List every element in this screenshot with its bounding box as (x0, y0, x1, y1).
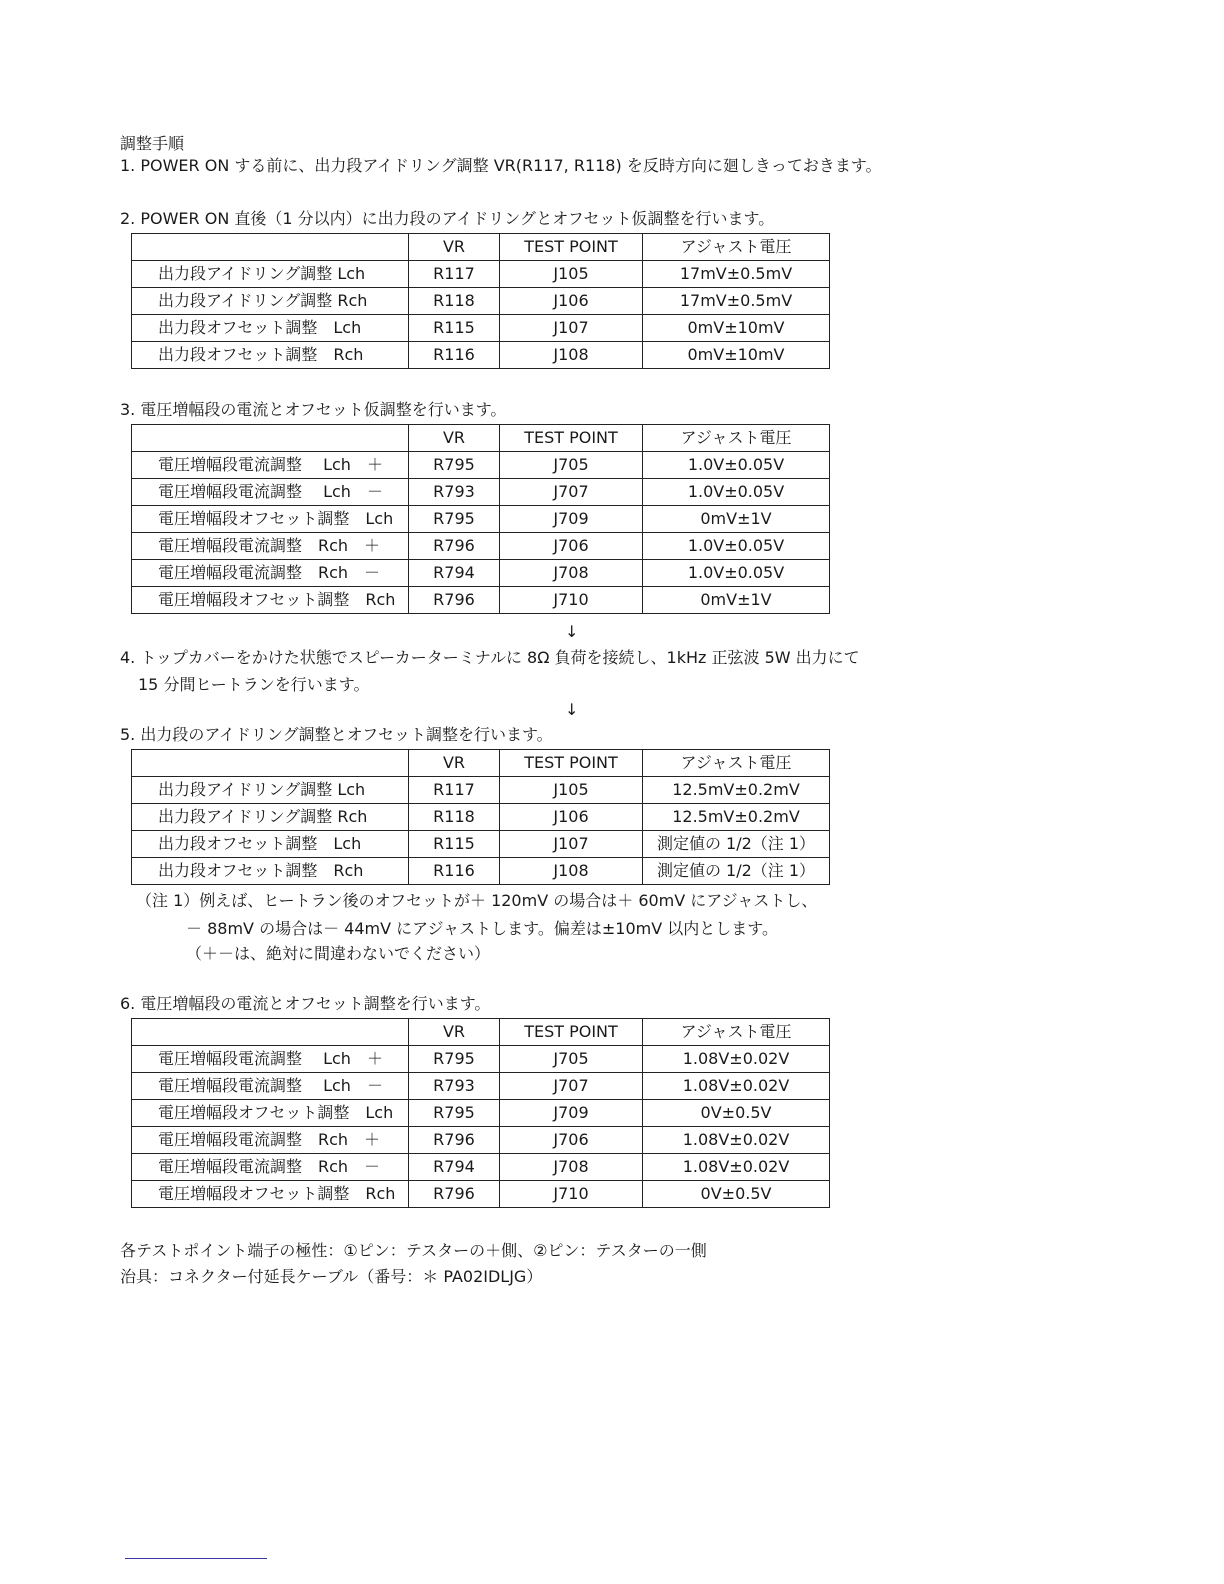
vr-cell: R118 (409, 804, 500, 831)
table-step-5 (131, 749, 830, 885)
vr-cell: R793 (409, 1073, 500, 1100)
table-row (132, 831, 830, 858)
test-point-cell: J105 (500, 777, 643, 804)
adjustment-name-cell: 出力段アイドリング調整 Lch (132, 777, 409, 804)
test-point-cell: J108 (500, 342, 643, 369)
adjustment-name-cell: 出力段アイドリング調整 Rch (132, 804, 409, 831)
test-point-cell: J705 (500, 1046, 643, 1073)
adjust-voltage-cell: 1.08V±0.02V (643, 1127, 830, 1154)
header-cell: TEST POINT (500, 234, 643, 261)
vr-cell: R793 (409, 479, 500, 506)
test-point-cell: J107 (500, 315, 643, 342)
flow-arrow-1: ↓ (565, 622, 579, 641)
adjust-voltage-cell: 測定値の 1/2（注 1） (643, 831, 830, 858)
vr-cell: R115 (409, 831, 500, 858)
adjust-voltage-cell: 17mV±0.5mV (643, 261, 830, 288)
header-cell: VR (409, 750, 500, 777)
vr-cell: R794 (409, 560, 500, 587)
adjust-voltage-cell: 12.5mV±0.2mV (643, 777, 830, 804)
vr-cell: R116 (409, 858, 500, 885)
table-row (132, 1046, 830, 1073)
adjustment-name-cell: 電圧増幅段オフセット調整 Lch (132, 506, 409, 533)
test-point-cell: J105 (500, 261, 643, 288)
adjustment-name-cell: 出力段オフセット調整 Rch (132, 858, 409, 885)
adjustment-name-cell: 電圧増幅段オフセット調整 Rch (132, 587, 409, 614)
table-row (132, 1154, 830, 1181)
adjust-voltage-cell: 0mV±1V (643, 587, 830, 614)
test-point-cell: J710 (500, 587, 643, 614)
test-point-cell: J706 (500, 533, 643, 560)
page-heading: 調整手順 (120, 134, 185, 153)
vr-cell: R117 (409, 777, 500, 804)
vr-cell: R795 (409, 506, 500, 533)
adjust-voltage-cell: 0mV±10mV (643, 342, 830, 369)
table-row (132, 479, 830, 506)
test-point-cell: J709 (500, 506, 643, 533)
vr-cell: R796 (409, 533, 500, 560)
table-row (132, 560, 830, 587)
step-6-text: 6. 電圧増幅段の電流とオフセット調整を行います。 (120, 994, 491, 1013)
table-step-6 (131, 1018, 830, 1208)
vr-cell: R794 (409, 1154, 500, 1181)
table-row (132, 342, 830, 369)
note-1-line-3: （＋－は、絶対に間違わないでください） (186, 944, 491, 963)
adjustment-name-cell: 電圧増幅段電流調整 Rch ＋ (132, 1127, 409, 1154)
adjustment-name-cell: 出力段アイドリング調整 Rch (132, 288, 409, 315)
vr-cell: R115 (409, 315, 500, 342)
jig-note: 治具：コネクター付延長ケーブル（番号：＊ PA02IDLJG） (120, 1267, 543, 1286)
header-cell: アジャスト電圧 (643, 750, 830, 777)
test-point-cell: J108 (500, 858, 643, 885)
header-cell: TEST POINT (500, 1019, 643, 1046)
adjustment-name-cell: 電圧増幅段電流調整 Rch － (132, 560, 409, 587)
adjustment-name-cell: 電圧増幅段電流調整 Lch ＋ (132, 452, 409, 479)
table-row (132, 288, 830, 315)
test-point-cell: J707 (500, 479, 643, 506)
adjust-voltage-cell: 1.0V±0.05V (643, 452, 830, 479)
table-row (132, 1100, 830, 1127)
table-row (132, 1073, 830, 1100)
adjust-voltage-cell: 12.5mV±0.2mV (643, 804, 830, 831)
vr-cell: R796 (409, 1127, 500, 1154)
vr-cell: R117 (409, 261, 500, 288)
polarity-note: 各テストポイント端子の極性：①ピン：テスターの＋側、②ピン：テスターの一側 (120, 1241, 707, 1260)
adjustment-name-cell: 電圧増幅段電流調整 Lch － (132, 1073, 409, 1100)
table-row (132, 506, 830, 533)
table-header-row (132, 425, 830, 452)
adjust-voltage-cell: 0V±0.5V (643, 1181, 830, 1208)
step-1-text: 1. POWER ON する前に、出力段アイドリング調整 VR(R117, R118) を反時方向に廻しきっておきます。 (120, 156, 882, 175)
table-row (132, 261, 830, 288)
vr-cell: R795 (409, 1100, 500, 1127)
table-header-row (132, 234, 830, 261)
step-5-text: 5. 出力段のアイドリング調整とオフセット調整を行います。 (120, 725, 553, 744)
adjust-voltage-cell: 測定値の 1/2（注 1） (643, 858, 830, 885)
adjustment-name-cell: 出力段オフセット調整 Lch (132, 315, 409, 342)
test-point-cell: J708 (500, 560, 643, 587)
adjust-voltage-cell: 1.08V±0.02V (643, 1046, 830, 1073)
table-row (132, 804, 830, 831)
vr-cell: R795 (409, 452, 500, 479)
adjustment-name-cell: 出力段アイドリング調整 Lch (132, 261, 409, 288)
adjust-voltage-cell: 0mV±10mV (643, 315, 830, 342)
adjustment-name-cell: 出力段オフセット調整 Lch (132, 831, 409, 858)
test-point-cell: J710 (500, 1181, 643, 1208)
header-cell: VR (409, 234, 500, 261)
header-cell: VR (409, 425, 500, 452)
adjust-voltage-cell: 0mV±1V (643, 506, 830, 533)
vr-cell: R118 (409, 288, 500, 315)
adjustment-name-cell: 電圧増幅段オフセット調整 Rch (132, 1181, 409, 1208)
note-1-line-1: （注 1）例えば、ヒートラン後のオフセットが＋ 120mV の場合は＋ 60mV にアジャストし、 (136, 891, 818, 910)
adjust-voltage-cell: 17mV±0.5mV (643, 288, 830, 315)
header-cell: アジャスト電圧 (643, 1019, 830, 1046)
step-2-text: 2. POWER ON 直後（1 分以内）に出力段のアイドリングとオフセット仮調整を行います。 (120, 209, 775, 228)
test-point-cell: J709 (500, 1100, 643, 1127)
vr-cell: R795 (409, 1046, 500, 1073)
step-4-text-line-2: 15 分間ヒートランを行います。 (138, 675, 370, 694)
note-1-line-2: － 88mV の場合は－ 44mV にアジャストします。偏差は±10mV 以内とします。 (186, 919, 778, 938)
table-row (132, 858, 830, 885)
step-4-text-line-1: 4. トップカバーをかけた状態でスピーカーターミナルに 8Ω 負荷を接続し、1kHz 正弦波 5W 出力にて (120, 648, 860, 667)
header-cell: VR (409, 1019, 500, 1046)
table-row (132, 587, 830, 614)
header-cell: TEST POINT (500, 750, 643, 777)
adjustment-name-cell: 出力段オフセット調整 Rch (132, 342, 409, 369)
test-point-cell: J707 (500, 1073, 643, 1100)
test-point-cell: J706 (500, 1127, 643, 1154)
table-header-row (132, 750, 830, 777)
test-point-cell: J106 (500, 288, 643, 315)
header-cell (132, 234, 409, 261)
adjust-voltage-cell: 1.0V±0.05V (643, 479, 830, 506)
table-row (132, 1127, 830, 1154)
header-cell: アジャスト電圧 (643, 234, 830, 261)
header-cell (132, 1019, 409, 1046)
table-row (132, 452, 830, 479)
adjustment-name-cell: 電圧増幅段オフセット調整 Lch (132, 1100, 409, 1127)
footer-rule (125, 1558, 267, 1559)
adjust-voltage-cell: 1.08V±0.02V (643, 1073, 830, 1100)
adjust-voltage-cell: 0V±0.5V (643, 1100, 830, 1127)
table-row (132, 315, 830, 342)
table-row (132, 777, 830, 804)
adjust-voltage-cell: 1.0V±0.05V (643, 560, 830, 587)
adjustment-name-cell: 電圧増幅段電流調整 Lch ＋ (132, 1046, 409, 1073)
test-point-cell: J708 (500, 1154, 643, 1181)
vr-cell: R796 (409, 1181, 500, 1208)
test-point-cell: J107 (500, 831, 643, 858)
table-row (132, 1181, 830, 1208)
adjust-voltage-cell: 1.0V±0.05V (643, 533, 830, 560)
test-point-cell: J705 (500, 452, 643, 479)
table-row (132, 533, 830, 560)
adjustment-name-cell: 電圧増幅段電流調整 Rch － (132, 1154, 409, 1181)
adjust-voltage-cell: 1.08V±0.02V (643, 1154, 830, 1181)
table-step-3 (131, 424, 830, 614)
header-cell (132, 425, 409, 452)
header-cell (132, 750, 409, 777)
adjustment-name-cell: 電圧増幅段電流調整 Lch － (132, 479, 409, 506)
header-cell: アジャスト電圧 (643, 425, 830, 452)
table-step-2 (131, 233, 830, 369)
table-header-row (132, 1019, 830, 1046)
adjustment-name-cell: 電圧増幅段電流調整 Rch ＋ (132, 533, 409, 560)
flow-arrow-2: ↓ (565, 700, 579, 719)
test-point-cell: J106 (500, 804, 643, 831)
vr-cell: R116 (409, 342, 500, 369)
vr-cell: R796 (409, 587, 500, 614)
step-3-text: 3. 電圧増幅段の電流とオフセット仮調整を行います。 (120, 400, 507, 419)
header-cell: TEST POINT (500, 425, 643, 452)
